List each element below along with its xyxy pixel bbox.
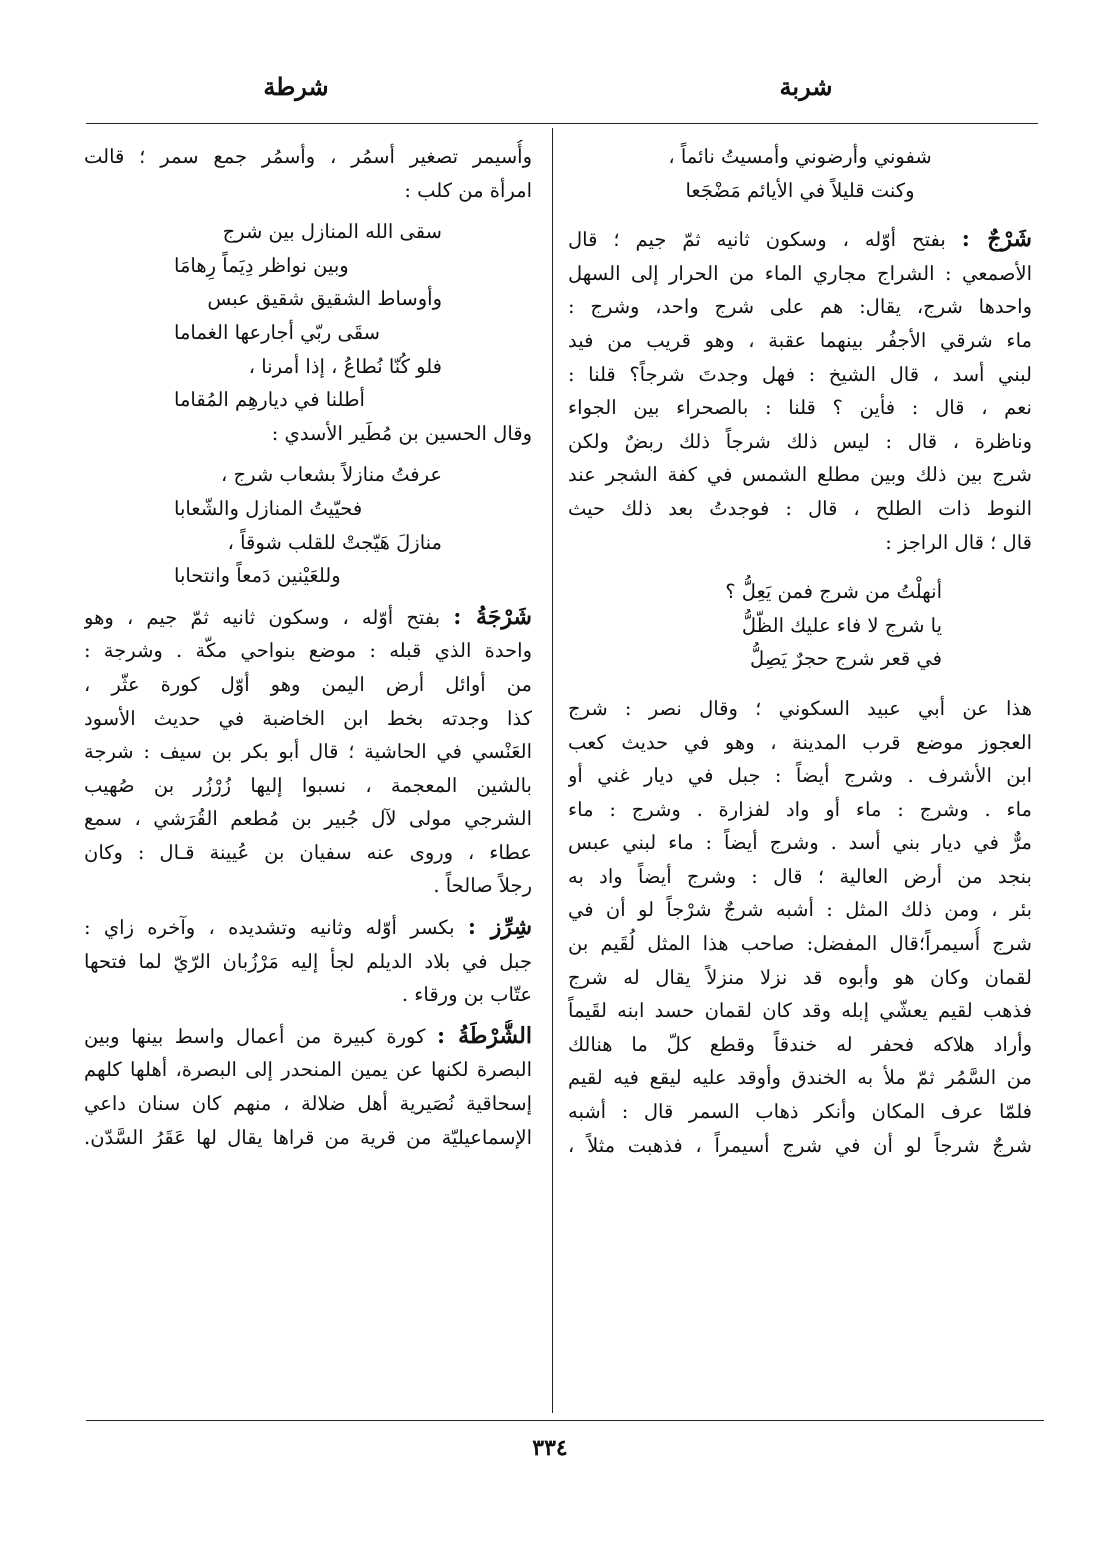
entry-line: العَنْسي في الحاشية ؛ قال أبو بكر بن سيف : شرجة bbox=[84, 740, 532, 764]
entry-line: جبل في بلاد الديلم لجأ إليه مَرْزُبان الرّيّ لما فتحها bbox=[84, 949, 532, 973]
entry-line: هذا عن أبي عبيد السكوني ؛ وقال نصر : شرج bbox=[568, 696, 1032, 720]
verse-line: وبين نواظر دِيَماً رِهامَا bbox=[174, 253, 349, 277]
verse-line: وللعَيْنين دَمعاً وانتحابا bbox=[174, 564, 341, 588]
entry-line: فذهب لقيم يعشّي إبله وقد كان لقمان حسد ابنه لقَيماً bbox=[568, 999, 1032, 1023]
entry-line: شِرِّز : بكسر أوّله وثانيه وتشديده ، وآخره زاي : bbox=[84, 914, 532, 941]
entry-line: وقال الحسين بن مُطَير الأسدي : bbox=[271, 421, 532, 445]
running-header-right: شربة bbox=[779, 72, 833, 101]
entry-sharja bbox=[84, 601, 532, 903]
entry-line: بالشين المعجمة ، نسبوا إليها زُرْزُر بن صُهيب bbox=[84, 773, 532, 797]
verse-line: في قعر شرج حجرٌ يَصِلُّ bbox=[749, 647, 942, 671]
page-number: ٣٣٤ bbox=[532, 1435, 568, 1461]
entry-line: عتّاب بن ورقاء . bbox=[401, 983, 532, 1007]
entry-line: وأُسيمر تصغير أسمُر ، وأسمُر جمع سمر ؛ قالت bbox=[84, 145, 532, 168]
entry-line: إسحاقية نُصَيرية أهل ضلالة ، منهم كان سنان داعي bbox=[84, 1092, 532, 1116]
entry-shirz bbox=[84, 911, 532, 1012]
headword-shurta: الشُّرْطَةُ : bbox=[436, 1022, 532, 1049]
entry-line: عطاء ، وروى عنه سفيان بن عُيينة قـال : وكان bbox=[84, 840, 532, 864]
verse-line: أنهلْتُ من شرج فمن يَعِلُّ ؟ bbox=[725, 580, 942, 604]
entry-line: ماء شرقي الأجفُر بينهما عقبة ، وهو قريب من فيد bbox=[568, 328, 1032, 352]
entry-line: لبني أسد ، قال الشيخ : فهل وجدتَ شرجاً؟ قلنا : bbox=[568, 362, 1032, 386]
entry-line: الإسماعيليّة من قرية من قراها يقال لها عَقَرُ السَّدّن. bbox=[84, 1125, 532, 1149]
entry-sharj bbox=[568, 223, 1032, 559]
entry-line: شَرْجَةُ : بفتح أوّله ، وسكون ثانيه ثمّ جيم ، وهو bbox=[84, 603, 532, 630]
verse-line: عرفتُ منازلاً بشعاب شرج ، bbox=[221, 463, 442, 487]
entry-line: وأراد هلاكه فحفر له خندقاً وقطع كلّ ما هنالك bbox=[568, 1032, 1032, 1056]
entry-line: شرجٌ شرجاً لو أن في شرج أسيمراً ، فذهبت مثلاً ، bbox=[568, 1133, 1032, 1157]
verse-line: شفوني وأرضوني وأمسيتُ نائماً ، bbox=[668, 145, 932, 168]
entry-line: النوط ذات الطلح ، قال : فوجدتُ بعد ذلك حيث bbox=[568, 496, 1032, 520]
entry-line: شَرْجٌ : بفتح أوّله ، وسكون ثانيه ثمّ جيم ؛ قال bbox=[568, 226, 1032, 253]
entry-line: الأصمعي : الشراج مجاري الماء من الحرار إلى السهل bbox=[568, 261, 1032, 285]
header-rule bbox=[86, 123, 1038, 124]
poem-kalb bbox=[84, 215, 532, 417]
verse-line: فحيّيتُ المنازل والشّعابا bbox=[174, 496, 363, 520]
entry-line: امرأة من كلب : bbox=[404, 178, 532, 202]
poem-husayn bbox=[84, 458, 532, 592]
headword-sharj: شَرْجٌ : bbox=[961, 226, 1032, 253]
entry-line: من السَّمُر ثمّ ملأ به الخندق وأوقد عليه ليقع فيه لقيم bbox=[568, 1066, 1032, 1090]
entry-line: الشُّرْطَةُ : كورة كبيرة من أعمال واسط بينها وبين bbox=[84, 1022, 532, 1049]
entry-line: قال ؛ قال الراجز : bbox=[885, 530, 1032, 554]
headword-shirz: شِرِّز : bbox=[467, 914, 532, 941]
verse-line: أطلنا في ديارهِم المُقاما bbox=[174, 388, 365, 412]
entry-line: ماء . وشرج : ماء أو واد لفزارة . وشرج : ماء bbox=[568, 797, 1032, 821]
footer-rule bbox=[86, 1420, 1044, 1421]
right-column bbox=[568, 140, 1032, 1162]
entry-line: ابن الأشرف . وشرج أيضاً : جبل في ديار غني أو bbox=[568, 764, 1032, 788]
entry-line: نعم ، قال : فأين ؟ قلنا : بالصحراء بين الجواء bbox=[568, 396, 1032, 420]
entry-line: الشرجي مولى لآل جُبير بن مُطعم القُرَشي ، سمع bbox=[84, 807, 532, 831]
verse-line: فلو كُنّا نُطاعُ ، إذا أمرنا ، bbox=[248, 354, 442, 378]
verse-line: يا شرج لا فاء عليك الظّلُّ bbox=[741, 613, 942, 637]
entry-line: كذا وجدته بخط ابن الخاضبة في حديث الأسود bbox=[84, 706, 532, 730]
verse-line: وأوساط الشقيق شقيق عبس bbox=[207, 287, 442, 311]
column-divider bbox=[552, 128, 553, 1413]
entry-line: شرج أُسيمراً؛قال المفضل: صاحب هذا المثل لُقَيم بن bbox=[568, 932, 1032, 956]
verse-line: سقَى ربّي أجارعها الغماما bbox=[174, 320, 380, 344]
entry-line: العجوز موضع قرب المدينة ، وهو في حديث كعب bbox=[568, 730, 1032, 754]
entry-line: شرج بين ذلك وبين مطلع الشمس في كفة الشجر عند bbox=[568, 463, 1032, 487]
verse-line: سقى الله المنازل بين شرج bbox=[222, 220, 442, 244]
entry-shurta bbox=[84, 1020, 532, 1154]
entry-line: البصرة لكنها عن يمين المنحدر إلى البصرة، أهلها كلهم bbox=[84, 1058, 532, 1082]
entry-line: رجلاً صالحاً . bbox=[433, 874, 532, 898]
left-column bbox=[84, 140, 532, 1154]
verse-line: وكنت قليلاً في الأيائم مَضْجَعا bbox=[685, 178, 915, 202]
entry-line: مرٌّ في ديار بني أسد . وشرج أيضاً : ماء لبني عبس bbox=[568, 831, 1032, 855]
entry-line: واحدها شرج، يقال: هم على شرج واحد، وشرج : bbox=[568, 295, 1032, 319]
rajaz-verse bbox=[568, 575, 1032, 676]
entry-line: فلمّا عرف المكان وأنكر ذهاب السمر قال : أشبه bbox=[568, 1100, 1032, 1124]
entry-line: واحدة الذي قبله : موضع بنواحي مكّة . وشرجة : bbox=[84, 639, 532, 663]
entry-line: بئر ، ومن ذلك المثل : أشبه شرجٌ شرْجاً لو أن في bbox=[568, 898, 1032, 922]
entry-line: من أوائل أرض اليمن وهو أوّل كورة عثّر ، bbox=[84, 672, 532, 696]
entry-line: وناظرة ، قال : ليس ذلك شرجاً ذلك ربضٌ ولكن bbox=[568, 429, 1032, 453]
entry-line: لقمان وكان هو وأبوه قد نزلا منزلاً يقال له شرج bbox=[568, 965, 1032, 989]
entry-line: بنجد من أرض العالية ؛ قال : وشرج أيضاً واد به bbox=[568, 864, 1032, 888]
verse-line: منازلَ هَيّجتْ للقلب شوقاً ، bbox=[227, 530, 442, 554]
running-header-left: شرطة bbox=[263, 72, 329, 101]
headword-sharja: شَرْجَةُ : bbox=[453, 603, 532, 630]
paragraph bbox=[568, 692, 1032, 1162]
